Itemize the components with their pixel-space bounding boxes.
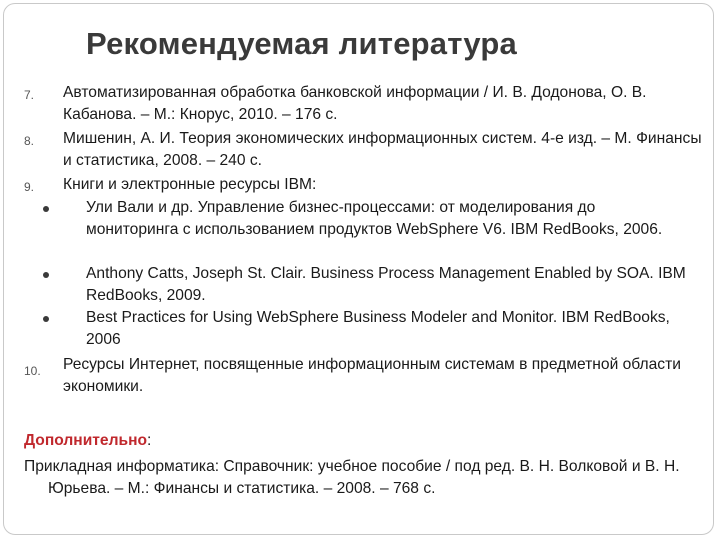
sub-list-item: Anthony Catts, Joseph St. Clair. Business Process Management Enabled by SOA. IBM RedBooks, 2009. xyxy=(86,265,686,304)
list-number: 8. xyxy=(24,134,35,148)
additional-heading-colon: : xyxy=(147,432,152,449)
additional-heading-label: Дополнительно xyxy=(24,432,148,449)
page-title: Рекомендуемая литература xyxy=(86,26,517,61)
additional-reference: Прикладная информатика: Справочник: учебное пособие / под ред. В. Н. Волковой и В. Н. Юрьева. – М.: Финансы и статистика. – 2008. – 768 с. xyxy=(24,458,680,497)
additional-heading xyxy=(24,430,151,452)
list-item: Книги и электронные ресурсы IBM: xyxy=(63,176,317,193)
bullet-icon xyxy=(43,272,49,278)
list-number: 7. xyxy=(24,88,35,102)
sub-list-item: Ули Вали и др. Управление бизнес-процессами: от моделирования до мониторинга с использованием продуктов WebSphere V6. IBM RedBooks, 2006. xyxy=(86,199,663,238)
sub-list-item: Best Practices for Using WebSphere Business Modeler and Monitor. IBM RedBooks, 2006 xyxy=(86,309,670,348)
list-item: Мишенин, А. И. Теория экономических информационных систем. 4-е изд. – М. Финансы и статистика, 2008. – 240 с. xyxy=(63,130,702,169)
list-number: 9. xyxy=(24,180,35,194)
list-number: 10. xyxy=(24,364,41,378)
list-item: Автоматизированная обработка банковской информации / И. В. Додонова, О. В. Кабанова. – М.: Кнорус, 2010. – 176 с. xyxy=(63,84,647,123)
list-item: Ресурсы Интернет, посвященные информационным системам в предметной области экономики. xyxy=(63,356,681,395)
bullet-icon xyxy=(43,316,49,322)
bullet-icon xyxy=(43,206,49,212)
